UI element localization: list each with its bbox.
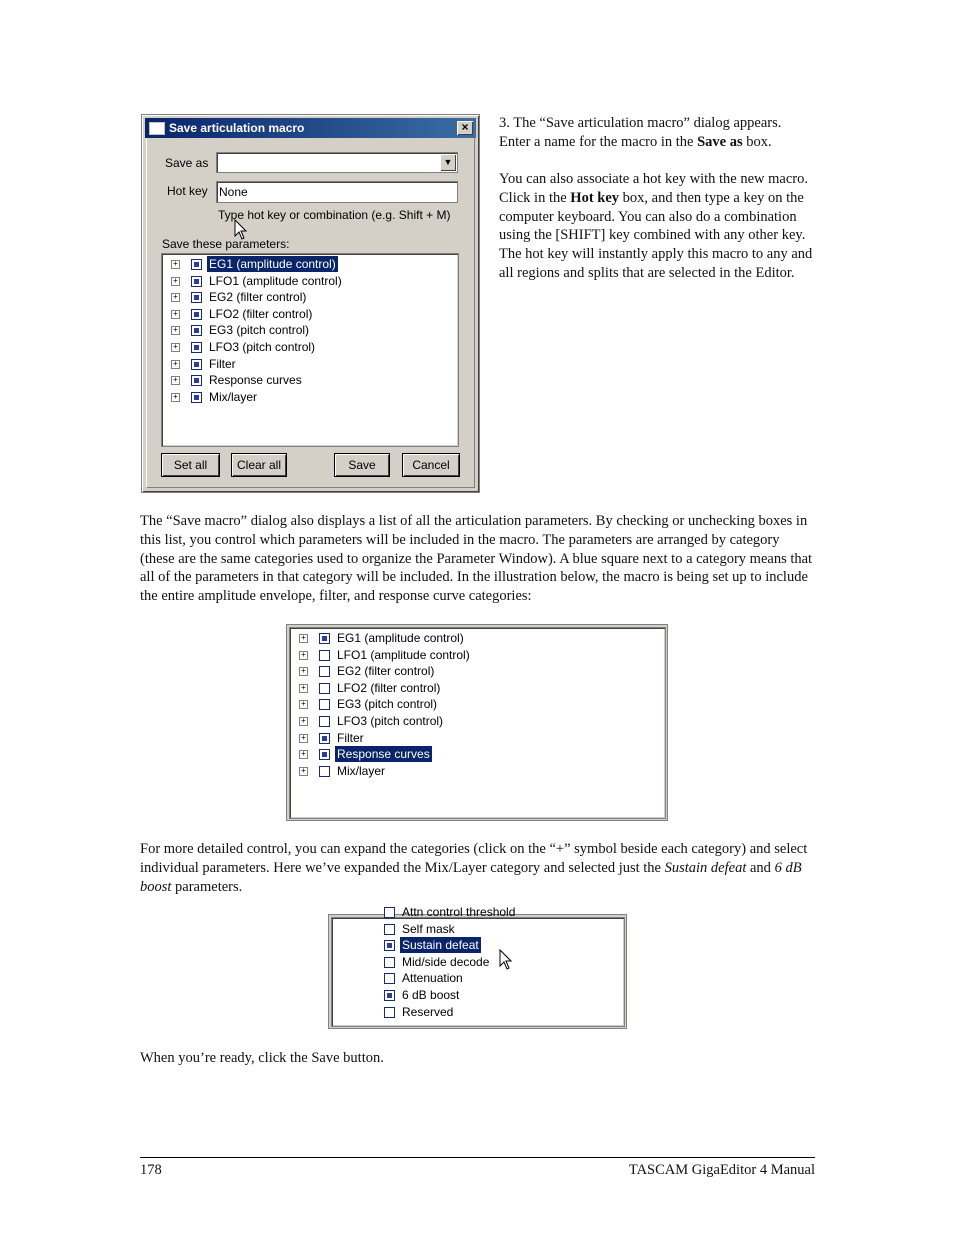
tree-item-label: Attenuation (402, 971, 463, 986)
checkbox[interactable] (319, 683, 330, 694)
tree-item[interactable] (332, 1004, 624, 1020)
tree-item-label: 6 dB boost (402, 988, 460, 1002)
hotkey-text-b: box, and then type a key on the computer keyboard. You can also do a combination using the [SHIFT] key combined with any other key. The hot key will instantly apply this macro to any and all regions and splits that are selected in the Editor. (499, 189, 813, 281)
parameters-paragraph: The “Save macro” dialog also displays a list of all the articulation parameters. By checking or unchecking boxes in this list, you control which parameters will be included in the macro. The parameters are arranged by category (these are the same categories used to organize the Parameter Window). A blue square next to a category means that all of the parameters in that category will be included. In the illustration below, the macro is being set up to include the entire amplitude envelope, filter, and response curve categories: (140, 513, 813, 605)
tree-item[interactable] (162, 306, 458, 322)
tree-item[interactable] (290, 696, 665, 712)
parameters-tree[interactable] (161, 253, 459, 447)
clear-all-button[interactable]: Clear all (232, 454, 286, 476)
tree-item-label: EG3 (pitch control) (209, 323, 310, 338)
checkbox[interactable] (384, 924, 395, 935)
checkbox[interactable] (191, 359, 202, 370)
tree-item-label: Mid/side decode (402, 954, 490, 969)
save-as-combobox[interactable] (216, 152, 458, 173)
tree-item-label: Filter (209, 356, 236, 371)
tree-item-label: Attn control threshold (402, 905, 516, 919)
tree-item-label: EG1 (amplitude control) (209, 257, 336, 271)
hot-key-input[interactable] (216, 181, 458, 203)
tree-item[interactable] (290, 663, 665, 679)
expand-text-b: parameters. (171, 878, 243, 895)
tree-item-label: LFO2 (filter control) (209, 306, 313, 321)
expand-plus-icon[interactable]: + (299, 651, 308, 660)
tree-item-label: LFO1 (amplitude control) (209, 273, 342, 288)
hotkey-paragraph (499, 170, 815, 283)
tree-item[interactable] (332, 921, 624, 937)
sustain-defeat-term: Sustain defeat (664, 859, 747, 876)
tree-item-label: Mix/layer (337, 763, 386, 778)
manual-title: TASCAM GigaEditor 4 Manual (628, 1162, 815, 1178)
tree-item-label: Self mask (402, 921, 455, 936)
checkbox[interactable] (319, 766, 330, 777)
tree-item[interactable] (290, 647, 665, 663)
checkbox[interactable] (384, 907, 395, 918)
expand-plus-icon[interactable]: + (299, 667, 308, 676)
checkbox[interactable] (319, 666, 330, 677)
cancel-button[interactable]: Cancel (403, 454, 459, 476)
expand-plus-icon[interactable]: + (171, 360, 180, 369)
hot-key-value: None (219, 185, 248, 199)
expand-plus-icon[interactable]: + (171, 277, 180, 286)
checkbox[interactable] (191, 292, 202, 303)
checkbox[interactable] (191, 342, 202, 353)
checkbox[interactable] (319, 699, 330, 710)
tree-item-label: EG3 (pitch control) (337, 697, 438, 712)
db-boost-term: 6 dB boost (140, 859, 802, 895)
expand-plus-icon[interactable]: + (299, 634, 308, 643)
tree-item[interactable] (290, 713, 665, 729)
tree-item[interactable] (162, 289, 458, 305)
params-label: Save these parameters: (162, 237, 290, 251)
tree-item[interactable] (332, 954, 624, 970)
category-tree[interactable] (289, 627, 666, 819)
checkbox[interactable] (191, 392, 202, 403)
tree-item[interactable] (332, 970, 624, 986)
window-icon (149, 122, 165, 135)
checkbox[interactable] (191, 276, 202, 287)
expand-text-mid: and (746, 859, 775, 876)
expand-plus-icon[interactable]: + (171, 393, 180, 402)
checkbox[interactable] (384, 940, 395, 951)
tree-item[interactable] (290, 730, 665, 746)
tree-item-label: LFO3 (pitch control) (337, 714, 444, 728)
checkbox[interactable] (191, 259, 202, 270)
checkbox[interactable] (319, 716, 330, 727)
tree-item-label: Reserved (402, 1004, 454, 1019)
hot-key-hint: Type hot key or combination (e.g. Shift + M) (218, 208, 451, 222)
expand-plus-icon[interactable]: + (171, 326, 180, 335)
category-list-screenshot (286, 624, 668, 821)
tree-item-label: EG2 (filter control) (209, 290, 307, 305)
tree-item-label: Sustain defeat (402, 938, 479, 953)
expand-plus-icon[interactable]: + (299, 750, 308, 759)
tree-item-label: Response curves (337, 747, 430, 762)
tree-item-label: LFO1 (amplitude control) (337, 647, 470, 662)
expand-plus-icon[interactable]: + (299, 700, 308, 709)
tree-item[interactable] (290, 680, 665, 696)
checkbox[interactable] (191, 375, 202, 386)
tree-item-label: EG2 (filter control) (337, 664, 435, 679)
set-all-button[interactable]: Set all (162, 454, 219, 476)
checkbox[interactable] (319, 650, 330, 661)
checkbox[interactable] (384, 990, 395, 1001)
mix-layer-tree[interactable] (331, 905, 625, 1027)
checkbox[interactable] (319, 749, 330, 760)
close-icon[interactable]: × (457, 121, 473, 135)
step3-text-a: 3. The “Save articulation macro” dialog appears. Enter a name for the macro in the (499, 115, 782, 150)
save-articulation-macro-dialog (141, 114, 480, 493)
expand-plus-icon[interactable]: + (171, 310, 180, 319)
expand-plus-icon[interactable]: + (171, 293, 180, 302)
dialog-title: Save articulation macro (169, 121, 305, 135)
tree-item-label: LFO3 (pitch control) (209, 340, 316, 354)
step3-paragraph (499, 114, 815, 152)
expand-plus-icon[interactable]: + (299, 734, 308, 743)
expand-text-a: For more detailed control, you can expand the categories (click on the “+” symbol beside each category) and select individual parameters. Here we’ve expanded the Mix/Layer category and selected just the (140, 841, 808, 876)
tree-item[interactable] (162, 273, 458, 289)
expand-plus-icon[interactable]: + (299, 684, 308, 693)
tree-item[interactable] (290, 746, 665, 762)
save-as-label: Save as (165, 156, 209, 170)
tree-item[interactable] (162, 356, 458, 372)
tree-item-label: Response curves (209, 373, 302, 388)
tree-item[interactable] (332, 904, 624, 920)
checkbox[interactable] (319, 733, 330, 744)
chevron-down-icon[interactable]: ▼ (440, 154, 456, 171)
step3-text-bold: Save as (697, 133, 743, 150)
hot-key-label: Hot key (167, 184, 208, 198)
tree-item[interactable] (290, 763, 665, 779)
tree-item[interactable] (332, 987, 624, 1003)
dialog-titlebar[interactable] (145, 118, 476, 138)
tree-item[interactable] (162, 339, 458, 355)
expand-plus-icon[interactable]: + (171, 260, 180, 269)
checkbox[interactable] (384, 973, 395, 984)
hotkey-text-bold: Hot key (570, 189, 620, 206)
tree-item-label: LFO2 (filter control) (337, 680, 441, 695)
tree-item-label: Filter (337, 730, 364, 745)
checkbox[interactable] (319, 633, 330, 644)
step3-text-b: box. (742, 133, 772, 150)
tree-item[interactable] (290, 630, 665, 646)
tree-item[interactable] (332, 937, 624, 953)
expand-plus-icon[interactable]: + (171, 376, 180, 385)
page-number: 178 (140, 1162, 162, 1178)
expand-plus-icon[interactable]: + (299, 717, 308, 726)
expand-plus-icon[interactable]: + (299, 767, 308, 776)
ready-paragraph: When you’re ready, click the Save button. (140, 1050, 384, 1066)
hotkey-text-a: You can also associate a hot key with the new macro. Click in the (499, 171, 808, 206)
expand-paragraph (140, 840, 816, 896)
tree-item[interactable] (162, 389, 458, 405)
tree-item-label: Mix/layer (209, 389, 258, 404)
checkbox[interactable] (384, 957, 395, 968)
checkbox[interactable] (191, 309, 202, 320)
tree-item[interactable] (162, 372, 458, 388)
tree-item[interactable] (162, 256, 458, 272)
tree-item-label: EG1 (amplitude control) (337, 631, 464, 645)
footer-divider (140, 1157, 815, 1158)
checkbox[interactable] (384, 1007, 395, 1018)
tree-item[interactable] (162, 322, 458, 338)
expand-plus-icon[interactable]: + (171, 343, 180, 352)
checkbox[interactable] (191, 325, 202, 336)
mix-layer-list-screenshot (328, 905, 627, 1029)
save-button[interactable]: Save (335, 454, 389, 476)
